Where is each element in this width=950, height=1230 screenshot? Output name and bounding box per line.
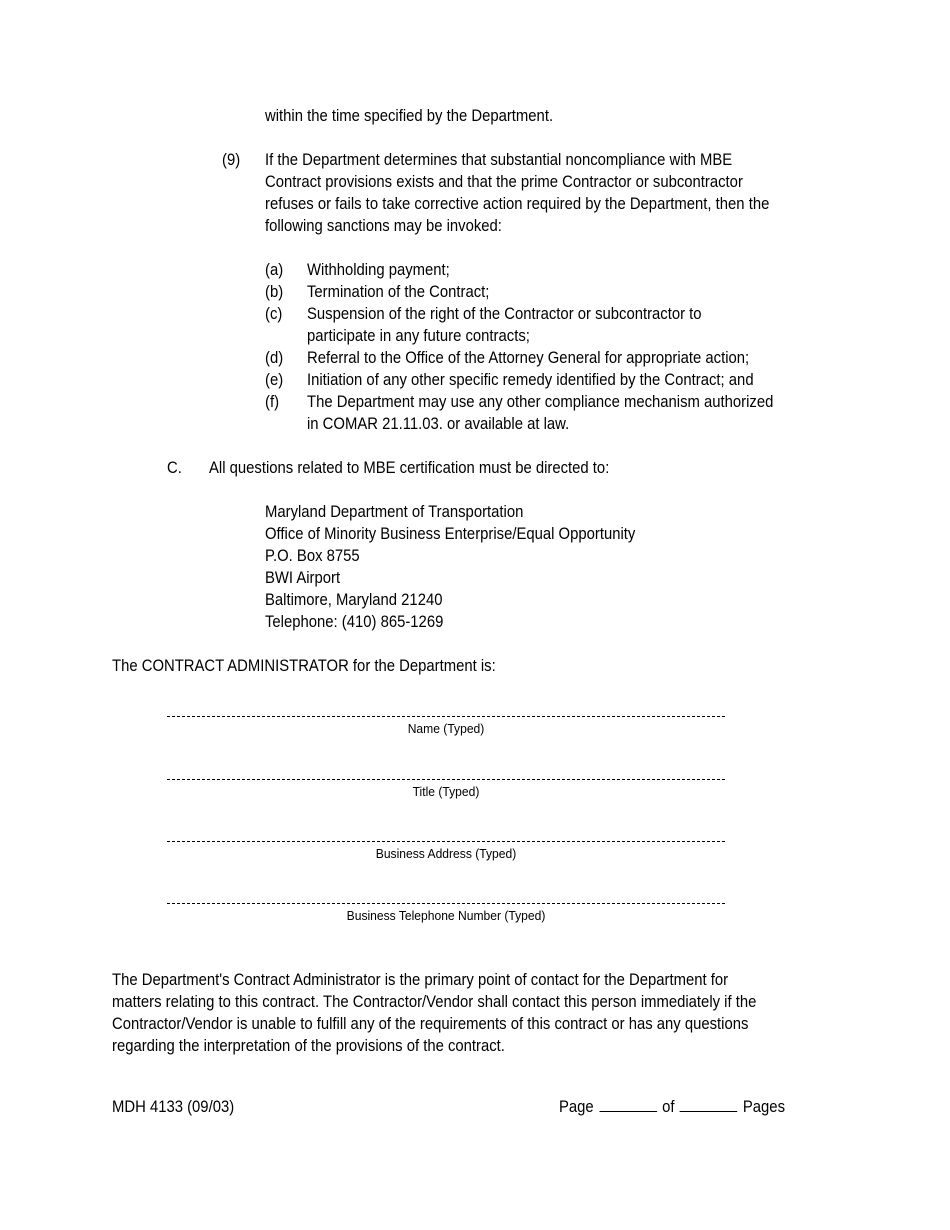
sanction-text: in COMAR 21.11.03. or available at law.	[307, 415, 570, 433]
address-line: Maryland Department of Transportation	[265, 503, 524, 521]
title-blank-line[interactable]	[167, 779, 725, 780]
item-9-line: Contract provisions exists and that the prime Contractor or subcontractor	[265, 173, 743, 191]
name-blank-line[interactable]	[167, 716, 725, 717]
address-telephone: Telephone: (410) 865-1269	[265, 613, 444, 631]
sanction-text: Withholding payment;	[307, 261, 450, 279]
of-word: of	[662, 1098, 675, 1116]
continuation-text: within the time specified by the Department.	[265, 107, 554, 125]
address-line: BWI Airport	[265, 569, 341, 587]
page-number-footer	[559, 1096, 785, 1118]
sanction-text: The Department may use any other compliance mechanism authorized	[307, 393, 774, 411]
business-address-field-label: Business Address (Typed)	[375, 846, 517, 861]
sanction-text: Referral to the Office of the Attorney General for appropriate action;	[307, 349, 750, 367]
page-count-blank[interactable]	[680, 1097, 738, 1112]
page-number-blank[interactable]	[599, 1097, 657, 1112]
item-9-number: (9)	[222, 151, 241, 169]
closing-paragraph-line: matters relating to this contract. The Contractor/Vendor shall contact this person immediately if the	[112, 993, 757, 1011]
section-c-text: All questions related to MBE certification must be directed to:	[209, 459, 610, 477]
form-id: MDH 4133 (09/03)	[112, 1098, 235, 1116]
closing-paragraph-line: Contractor/Vendor is unable to fulfill any of the requirements of this contract or has any questions	[112, 1015, 749, 1033]
business-telephone-blank-line[interactable]	[167, 903, 725, 904]
sanction-label: (c)	[265, 305, 283, 323]
address-line: P.O. Box 8755	[265, 547, 360, 565]
page-word: Page	[559, 1098, 594, 1116]
address-line: Baltimore, Maryland 21240	[265, 591, 443, 609]
closing-paragraph-line: regarding the interpretation of the provisions of the contract.	[112, 1037, 505, 1055]
address-line: Office of Minority Business Enterprise/Equal Opportunity	[265, 525, 636, 543]
pages-word: Pages	[742, 1098, 785, 1116]
item-9-line: If the Department determines that substantial noncompliance with MBE	[265, 151, 733, 169]
business-telephone-field-label: Business Telephone Number (Typed)	[346, 908, 546, 923]
name-field-label: Name (Typed)	[407, 721, 485, 736]
sanction-label: (b)	[265, 283, 284, 301]
item-9-line: following sanctions may be invoked:	[265, 217, 502, 235]
sanction-label: (a)	[265, 261, 284, 279]
item-9-line: refuses or fails to take corrective action required by the Department, then the	[265, 195, 770, 213]
sanction-label: (f)	[265, 393, 280, 411]
section-c-label: C.	[167, 459, 182, 477]
sanction-text: participate in any future contracts;	[307, 327, 530, 345]
sanction-text: Suspension of the right of the Contractor or subcontractor to	[307, 305, 702, 323]
sanction-label: (e)	[265, 371, 284, 389]
sanction-label: (d)	[265, 349, 284, 367]
sanction-text: Termination of the Contract;	[307, 283, 490, 301]
contract-administrator-heading: The CONTRACT ADMINISTRATOR for the Department is:	[112, 657, 496, 675]
business-address-blank-line[interactable]	[167, 841, 725, 842]
sanction-text: Initiation of any other specific remedy identified by the Contract; and	[307, 371, 754, 389]
title-field-label: Title (Typed)	[412, 784, 480, 799]
closing-paragraph-line: The Department's Contract Administrator is the primary point of contact for the Department for	[112, 971, 729, 989]
